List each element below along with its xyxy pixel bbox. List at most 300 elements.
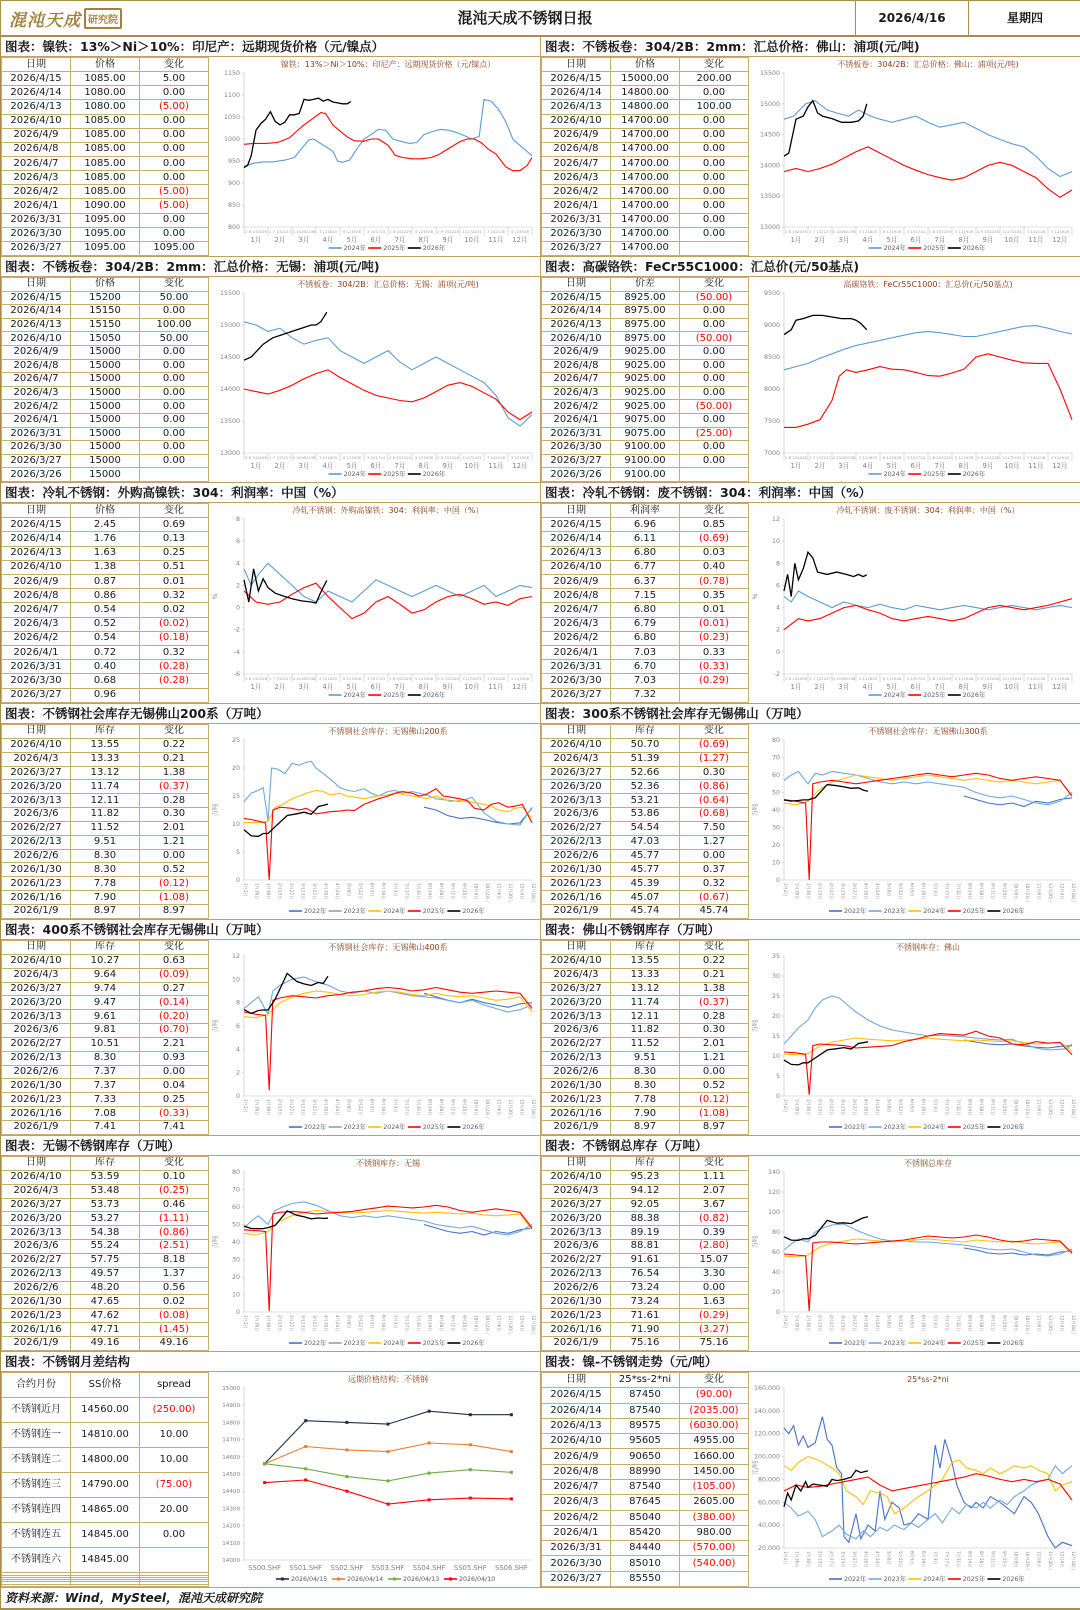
table-header-row: [2, 1373, 209, 1398]
cell-value: 88.38: [611, 1212, 680, 1226]
cell-change: (0.37): [140, 780, 209, 794]
cell-date: 2026/1/23: [2, 1093, 71, 1107]
cell-value: 53.86: [611, 808, 680, 822]
table-row: [2, 1498, 209, 1523]
cell-change: 0.00: [140, 142, 209, 156]
table-row: [542, 794, 749, 808]
cell-change: 0.52: [140, 863, 209, 877]
svg-text:不锈钢总库存: 不锈钢总库存: [903, 1159, 952, 1168]
cell-value: 53.48: [71, 1184, 140, 1198]
svg-text:10月9日: 10月9日: [1012, 1551, 1018, 1568]
cell-change: 1660.00: [680, 1449, 749, 1464]
svg-text:4月24日: 4月24日: [334, 1099, 340, 1116]
cell-date: 2026/4/3: [542, 1495, 611, 1510]
cell-change: 0.37: [680, 863, 749, 877]
cell-change: (0.33): [680, 660, 749, 674]
svg-text:8月28日: 8月28日: [978, 1315, 984, 1332]
svg-text:1150: 1150: [223, 70, 240, 77]
data-table: [541, 1156, 749, 1351]
svg-text:3月13日: 3月13日: [840, 1315, 846, 1332]
svg-text:SS05.SHF: SS05.SHF: [453, 1564, 487, 1572]
svg-text:2月27日: 2月27日: [288, 1315, 294, 1332]
svg-text:7月: 7月: [393, 236, 406, 244]
svg-text:3 121825: 3 121825: [318, 229, 337, 234]
svg-text:镍铁：13%＞Ni＞10%：印尼产：远期现货价格（元/镍点）: 镍铁：13%＞Ni＞10%：印尼产：远期现货价格（元/镍点）: [280, 60, 495, 69]
svg-text:2026年: 2026年: [1001, 908, 1025, 915]
table-row: [2, 1093, 209, 1107]
svg-text:6 121926: 6 121926: [342, 676, 361, 681]
table-row: [542, 1323, 749, 1337]
svg-text:6月5日: 6月5日: [369, 1315, 375, 1329]
table-row: [2, 468, 209, 482]
svg-text:1 7 132127: 1 7 132127: [808, 676, 831, 681]
cell-change: 7.50: [680, 821, 749, 835]
svg-text:1月: 1月: [789, 683, 802, 691]
svg-text:0: 0: [235, 604, 240, 612]
cell-date: 2026/4/15: [2, 72, 71, 86]
table-row: [542, 305, 749, 319]
cell-change: 2.21: [140, 1037, 209, 1051]
cell-date: 2026/4/14: [2, 86, 71, 100]
svg-text:4 10162238: 4 10162238: [292, 229, 315, 234]
cell-value: 13.33: [611, 968, 680, 982]
svg-text:2024年: 2024年: [382, 908, 406, 915]
table-row: [542, 1510, 749, 1525]
svg-text:5月: 5月: [345, 462, 358, 470]
column-header: 变化: [140, 58, 209, 72]
cell-date: 2026/4/10: [542, 1170, 611, 1184]
svg-text:8月: 8月: [957, 683, 970, 691]
svg-text:0: 0: [775, 1309, 780, 1316]
cell-date: 2026/1/16: [2, 1323, 71, 1337]
cell-value: 45.77: [611, 863, 680, 877]
svg-text:12月: 12月: [511, 236, 528, 244]
cell-date: 2026/3/30: [2, 441, 71, 455]
data-table: [541, 724, 749, 919]
column-header: 变化: [680, 278, 749, 292]
svg-text:2023年: 2023年: [883, 1340, 906, 1347]
cell-value: 15000.00: [611, 72, 680, 86]
svg-text:1月2日: 1月2日: [242, 1099, 248, 1113]
column-header: 日期: [542, 1373, 611, 1388]
cell-date: 2026/3/20: [542, 1212, 611, 1226]
cell-change: 50.00: [140, 332, 209, 346]
svg-text:11月20日: 11月20日: [507, 1315, 513, 1335]
cell-change: (2035.00): [680, 1403, 749, 1418]
cell-change: 0.21: [680, 968, 749, 982]
cell-change: 0.00: [680, 86, 749, 100]
svg-text:5 121926: 5 121926: [1050, 455, 1069, 460]
svg-text:9000: 9000: [763, 322, 780, 329]
table-row: [2, 171, 209, 185]
cell-date: 2026/4/15: [2, 518, 71, 532]
table-row: [2, 849, 209, 863]
svg-text:20: 20: [771, 1289, 780, 1296]
table-row: [2, 738, 209, 752]
cell-change: (540.00): [680, 1556, 749, 1571]
table-row: [2, 603, 209, 617]
table-row: [542, 241, 749, 255]
table-row: [542, 427, 749, 441]
svg-text:1月16日: 1月16日: [254, 1099, 259, 1116]
svg-text:2025年: 2025年: [382, 692, 406, 699]
svg-text:6月: 6月: [909, 683, 922, 691]
table-row: [542, 688, 749, 702]
cell-change: 0.00: [680, 1281, 749, 1295]
cell-value: 6.96: [611, 518, 680, 532]
cell-date: 2026/3/27: [542, 982, 611, 996]
svg-text:40: 40: [771, 1269, 780, 1276]
panel-body: [1, 940, 540, 1135]
panel-body: [1, 1372, 540, 1587]
svg-text:6 121926: 6 121926: [882, 455, 901, 460]
svg-text:6月5日: 6月5日: [909, 883, 915, 897]
cell-value: 6.70: [611, 660, 680, 674]
cell-date: 2026/4/9: [542, 575, 611, 589]
svg-text:100,000: 100,000: [753, 1453, 780, 1461]
cell-date: 2026/3/27: [2, 241, 71, 255]
svg-text:850: 850: [227, 202, 240, 209]
cell-date: 2026/1/9: [542, 1336, 611, 1350]
svg-text:1月30日: 1月30日: [805, 883, 811, 900]
cell-value: 6.80: [611, 603, 680, 617]
cell-value: 73.24: [611, 1281, 680, 1295]
table-header-row: [542, 1373, 749, 1388]
cell-value: 57.75: [71, 1253, 140, 1267]
table-row: [2, 1212, 209, 1226]
cell-change: 0.00: [680, 849, 749, 863]
svg-text:1月2日: 1月2日: [782, 1315, 788, 1329]
svg-text:1 8 152229: 1 8 152229: [928, 229, 951, 234]
cell-value: 49.57: [71, 1267, 140, 1281]
cell-change: 0.56: [140, 1281, 209, 1295]
column-header: 日期: [542, 278, 611, 292]
panel-body: [1, 1156, 540, 1351]
svg-text:1月: 1月: [789, 236, 802, 244]
table-row: [542, 468, 749, 482]
cell-value: 75.16: [611, 1336, 680, 1350]
svg-text:2026年: 2026年: [1001, 1340, 1025, 1347]
cell-value: 1085.00: [71, 171, 140, 185]
table-row: [2, 400, 209, 414]
svg-text:5月8日: 5月8日: [886, 1551, 892, 1565]
chart-area: [749, 1372, 1080, 1587]
cell-change: 0.00: [680, 318, 749, 332]
svg-text:-6: -6: [233, 671, 240, 678]
svg-text:14300: 14300: [221, 1506, 240, 1513]
cell-change: 15.07: [680, 1253, 749, 1267]
svg-text:6月19日: 6月19日: [920, 1099, 926, 1116]
cell-value: 9100.00: [611, 468, 680, 482]
table-row: [542, 646, 749, 660]
cell-date: 不锈钢连一: [2, 1423, 71, 1448]
svg-text:10月9日: 10月9日: [1012, 883, 1018, 900]
svg-text:8月: 8月: [957, 236, 970, 244]
svg-text:12月4日: 12月4日: [1059, 883, 1064, 900]
svg-text:5月8日: 5月8日: [346, 1099, 352, 1113]
panel-chrome-price: [541, 257, 1080, 482]
table-row: [2, 752, 209, 766]
cell-value: 7.03: [611, 674, 680, 688]
table-header-row: [2, 725, 209, 739]
cell-date: 2026/1/9: [2, 904, 71, 918]
cell-change: (50.00): [680, 291, 749, 305]
cell-value: 88.81: [611, 1240, 680, 1254]
cell-date: 2026/3/27: [2, 766, 71, 780]
svg-text:3 101724: 3 101724: [906, 676, 925, 681]
svg-text:3 101724: 3 101724: [906, 455, 925, 460]
svg-text:8500: 8500: [763, 354, 780, 361]
cell-value: 91.61: [611, 1253, 680, 1267]
cell-change: 0.00: [680, 213, 749, 227]
svg-text:4月24日: 4月24日: [874, 1315, 880, 1332]
cell-change: 0.30: [140, 808, 209, 822]
cell-value: 14700.00: [611, 241, 680, 255]
chart-area: [749, 277, 1080, 482]
svg-text:12月4日: 12月4日: [519, 1315, 524, 1332]
cell-change: 2.01: [140, 821, 209, 835]
cell-value: 87645: [611, 1495, 680, 1510]
svg-text:2026年: 2026年: [962, 245, 985, 252]
cell-change: 0.40: [680, 560, 749, 574]
table-row: [2, 1295, 209, 1309]
cell-date: 2026/3/27: [2, 982, 71, 996]
cell-date: 2026/4/3: [2, 968, 71, 982]
svg-text:2026年: 2026年: [1001, 1576, 1025, 1583]
svg-text:3 121825: 3 121825: [858, 229, 877, 234]
svg-text:1000: 1000: [223, 136, 240, 143]
cell-date: 2026/2/6: [2, 849, 71, 863]
cell-change: 0.00: [680, 441, 749, 455]
svg-text:3月13日: 3月13日: [300, 1315, 306, 1332]
svg-text:不锈钢社会库存：无锡佛山400系: 不锈钢社会库存：无锡佛山400系: [327, 943, 448, 952]
panel-inv-wuxi: [1, 1136, 541, 1351]
cell-date: 2026/4/8: [2, 142, 71, 156]
cell-change: (2.80): [680, 1240, 749, 1254]
svg-text:2月27日: 2月27日: [288, 883, 294, 900]
cell-change: 0.10: [140, 1170, 209, 1184]
svg-text:5月: 5月: [885, 236, 898, 244]
cell-change: 0.30: [680, 766, 749, 780]
table-header-row: [2, 278, 209, 292]
cell-date: 2026/3/20: [2, 996, 71, 1010]
table-row: [2, 674, 209, 688]
panel-inv-300: [541, 704, 1080, 919]
chart-inv-foshan: [750, 941, 1080, 1134]
table-row: [2, 780, 209, 794]
svg-text:8月14日: 8月14日: [426, 1099, 432, 1116]
cell-date: 2026/3/30: [542, 441, 611, 455]
svg-text:2月27日: 2月27日: [828, 1099, 834, 1116]
cell-change: 100.00: [140, 318, 209, 332]
svg-text:2026/04/14: 2026/04/14: [346, 1576, 383, 1583]
chart-area: [749, 503, 1080, 703]
chart-inv-200: [210, 725, 540, 918]
svg-text:3月27日: 3月27日: [851, 1315, 857, 1332]
column-header: 库存: [611, 1157, 680, 1171]
svg-text:2022年: 2022年: [843, 1340, 866, 1347]
table-row: [542, 849, 749, 863]
cell-value: 52.36: [611, 780, 680, 794]
cell-date: 2026/1/23: [542, 1093, 611, 1107]
svg-text:9月11日: 9月11日: [449, 1099, 455, 1116]
svg-text:4月10日: 4月10日: [323, 883, 329, 900]
cell-value: 7.37: [71, 1065, 140, 1079]
cell-date: 2026/3/13: [542, 1226, 611, 1240]
cell-date: 不锈钢连六: [2, 1548, 71, 1573]
panel-inv-total: [541, 1136, 1080, 1351]
cell-date: 2026/4/2: [542, 631, 611, 645]
column-header: 库存: [611, 941, 680, 955]
table-row: [2, 114, 209, 128]
panel-row: [1, 257, 1080, 483]
svg-text:7 142128: 7 142128: [486, 676, 505, 681]
svg-text:11月20日: 11月20日: [507, 1099, 513, 1119]
svg-text:SS02.SHF: SS02.SHF: [330, 1564, 363, 1572]
svg-text:10: 10: [771, 538, 780, 546]
svg-text:1 8 152229: 1 8 152229: [928, 455, 951, 460]
svg-text:6 121926: 6 121926: [342, 455, 361, 460]
svg-text:1月: 1月: [249, 683, 262, 691]
svg-text:140: 140: [767, 1169, 780, 1176]
svg-text:13000: 13000: [759, 224, 780, 231]
svg-text:10月23日: 10月23日: [1024, 1551, 1030, 1571]
table-row: [542, 1226, 749, 1240]
table-row: [2, 386, 209, 400]
table-row: [2, 1024, 209, 1038]
svg-text:10月: 10月: [1003, 683, 1020, 691]
cell-date: 2026/3/27: [2, 1198, 71, 1212]
cell-change: 0.00: [680, 1065, 749, 1079]
cell-value: 9075.00: [611, 413, 680, 427]
chart-coil-wuxi: [210, 278, 540, 481]
cell-change: (570.00): [680, 1541, 749, 1556]
svg-text:20,000: 20,000: [757, 1545, 780, 1552]
table-row: [542, 1388, 749, 1403]
column-header: 日期: [542, 725, 611, 739]
cell-value: 11.82: [71, 808, 140, 822]
svg-text:15500: 15500: [759, 70, 780, 77]
cell-change: 0.00: [680, 359, 749, 373]
cell-change: (0.29): [680, 674, 749, 688]
cell-change: 0.02: [140, 603, 209, 617]
svg-text:950: 950: [227, 158, 240, 165]
cell-change: 0.01: [680, 603, 749, 617]
table-row: [2, 1253, 209, 1267]
cell-change: 1.37: [140, 1267, 209, 1281]
data-table: [1, 1372, 209, 1587]
svg-text:11172431: 11172431: [461, 229, 482, 234]
cell-value: 53.73: [71, 1198, 140, 1212]
svg-text:2026年: 2026年: [1001, 1124, 1025, 1131]
svg-text:14700: 14700: [221, 1437, 240, 1444]
svg-text:6: 6: [235, 538, 240, 546]
cell-date: 2026/4/13: [542, 318, 611, 332]
svg-text:8月28日: 8月28日: [978, 883, 984, 900]
table-row: [542, 1024, 749, 1038]
svg-text:SS04.SHF: SS04.SHF: [412, 1564, 445, 1572]
cell-date: [2, 1584, 71, 1586]
cell-value: 15000: [71, 373, 140, 387]
chart-area: [209, 724, 540, 919]
cell-change: (0.64): [680, 794, 749, 808]
cell-value: 85550: [611, 1571, 680, 1586]
svg-text:1月: 1月: [249, 462, 262, 470]
table-row: [2, 532, 209, 546]
svg-text:0: 0: [775, 1093, 780, 1100]
svg-text:5月: 5月: [885, 683, 898, 691]
cell-value: 14700.00: [611, 171, 680, 185]
cell-value: 51.39: [611, 752, 680, 766]
cell-value: 85420: [611, 1525, 680, 1540]
svg-text:4月10日: 4月10日: [863, 883, 869, 900]
table-row: [542, 142, 749, 156]
table-row: [542, 128, 749, 142]
svg-text:3月27日: 3月27日: [851, 883, 857, 900]
svg-text:冷轧不锈钢：外购高镍铁：304：利润率：中国（%）: 冷轧不锈钢：外购高镍铁：304：利润率：中国（%）: [292, 506, 483, 515]
cell-date: 不锈钢连五: [2, 1523, 71, 1548]
svg-text:12: 12: [231, 953, 240, 960]
table-row: [542, 1418, 749, 1433]
svg-text:11月6日: 11月6日: [1035, 1099, 1041, 1116]
svg-text:9月25日: 9月25日: [461, 1315, 467, 1332]
svg-text:7月: 7月: [393, 462, 406, 470]
cell-date: 2026/4/9: [2, 128, 71, 142]
cell-date: 2026/3/6: [542, 1024, 611, 1038]
cell-change: (0.67): [680, 891, 749, 905]
table-row: [542, 968, 749, 982]
svg-text:12月18日: 12月18日: [1070, 883, 1076, 903]
svg-text:7月17日: 7月17日: [943, 1551, 949, 1568]
cell-change: (0.12): [680, 1093, 749, 1107]
cell-change: 0.22: [140, 738, 209, 752]
cell-change: 8.97: [140, 904, 209, 918]
cell-value: 15150: [71, 318, 140, 332]
svg-text:5月8日: 5月8日: [346, 1315, 352, 1329]
svg-text:7月: 7月: [393, 683, 406, 691]
table-row: [542, 185, 749, 199]
svg-text:10月9日: 10月9日: [472, 1099, 478, 1116]
panel-row: [1, 1136, 1080, 1352]
cell-value: 8.30: [71, 1051, 140, 1065]
cell-value: 15000: [71, 427, 140, 441]
cell-date: 2026/4/3: [542, 386, 611, 400]
cell-value: 1.76: [71, 532, 140, 546]
column-header: spread: [140, 1373, 209, 1398]
cell-date: 2026/4/15: [542, 518, 611, 532]
cell-value: 89.19: [611, 1226, 680, 1240]
panel-ss-spread: [1, 1352, 541, 1587]
cell-date: 2026/1/9: [2, 1120, 71, 1134]
cell-change: (5.00): [140, 185, 209, 199]
svg-text:4: 4: [775, 604, 780, 612]
cell-value: 49.16: [71, 1336, 140, 1350]
cell-value: 8.97: [71, 904, 140, 918]
cell-date: 2026/4/3: [2, 386, 71, 400]
cell-value: 12.11: [611, 1010, 680, 1024]
chart-area: [209, 940, 540, 1135]
svg-text:11月6日: 11月6日: [495, 883, 501, 900]
panel-row: [1, 704, 1080, 920]
cell-change: (1.11): [140, 1212, 209, 1226]
svg-text:10月: 10月: [1003, 462, 1020, 470]
cell-change: (50.00): [680, 332, 749, 346]
svg-text:5 121926: 5 121926: [414, 455, 433, 460]
cell-value: 9025.00: [611, 400, 680, 414]
svg-text:2 8 142026: 2 8 142026: [784, 455, 807, 460]
svg-text:2025年: 2025年: [962, 908, 985, 915]
svg-text:1 8 152229: 1 8 152229: [388, 229, 411, 234]
